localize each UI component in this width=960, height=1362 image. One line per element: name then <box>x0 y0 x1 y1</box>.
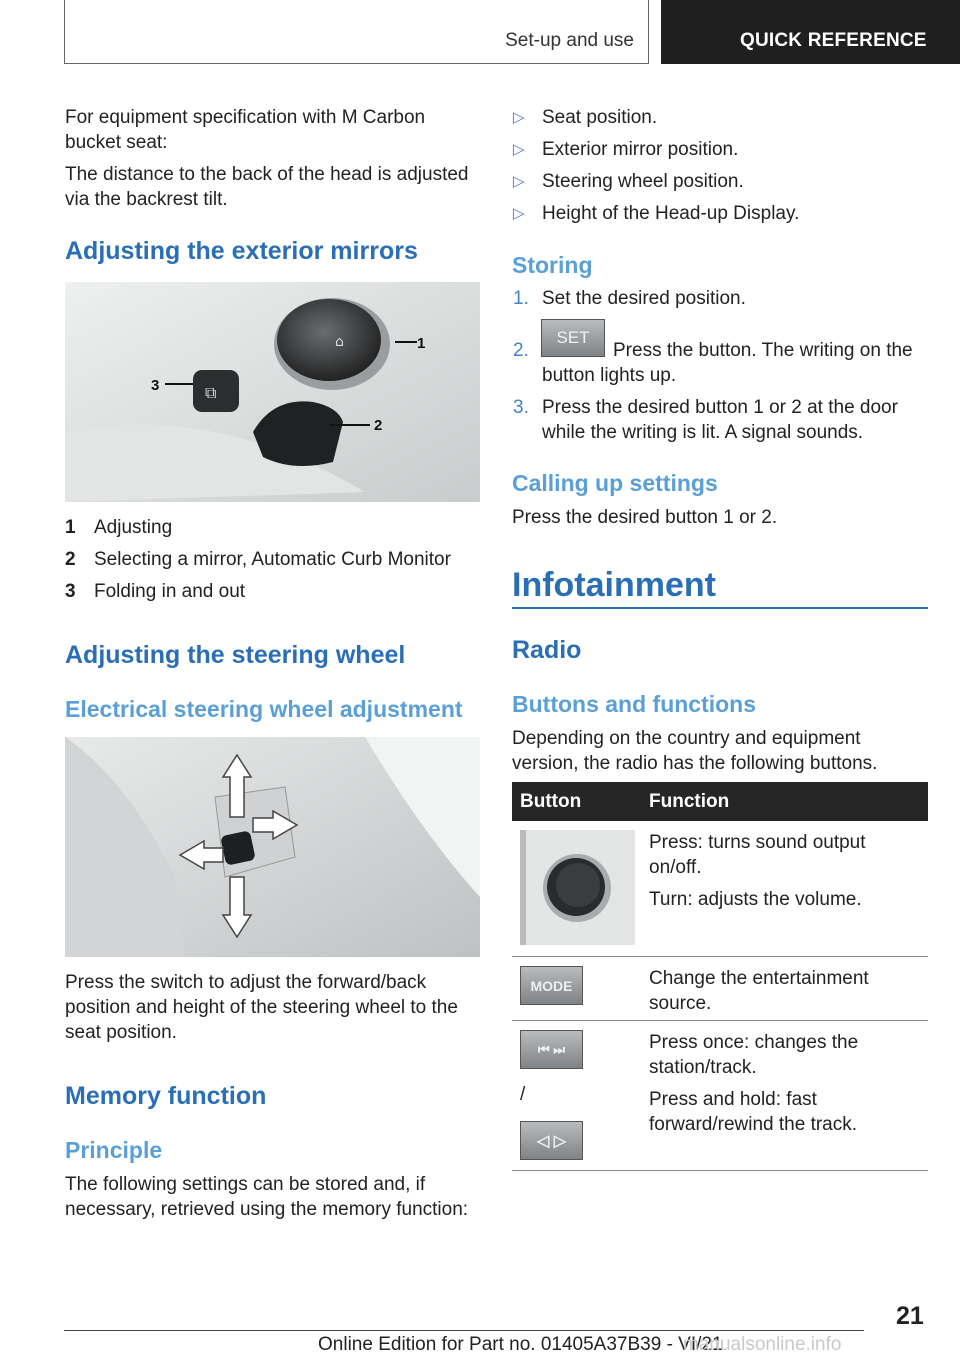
paragraph-calling: Press the desired button 1 or 2. <box>512 507 778 528</box>
table-row-divider <box>512 1020 928 1021</box>
heading-principle: Principle <box>65 1137 163 1163</box>
heading-storing: Storing <box>512 252 593 278</box>
mode-button-icon <box>520 966 583 1005</box>
footer-rule <box>64 1330 864 1331</box>
header-section-box <box>64 0 649 64</box>
heading-electrical-steering: Electrical steering wheel adjustment <box>65 696 463 722</box>
triangle-bullet-icon: ▷ <box>513 141 525 158</box>
legend-text: Folding in and out <box>94 581 246 602</box>
paragraph-principle: The following settings can be stored and, if necessary, retrieved using the memory function: <box>65 1174 469 1220</box>
heading-rule <box>512 607 928 609</box>
mirror-callout-1: 1 <box>417 335 426 352</box>
function-text: Turn: adjusts the volume. <box>649 889 862 910</box>
mode-button-label: MODE <box>530 977 573 994</box>
mirror-controls-image <box>65 282 480 502</box>
heading-exterior-mirrors: Adjusting the exterior mirrors <box>65 237 418 265</box>
triangle-bullet-icon: ▷ <box>513 109 525 126</box>
paragraph-backrest: The distance to the back of the head is adjusted via the backrest tilt. <box>65 164 469 210</box>
svg-text:⌂: ⌂ <box>335 334 344 350</box>
mirror-callout-3: 3 <box>151 377 160 394</box>
steering-switch-image <box>65 737 480 957</box>
arrow-buttons-icon <box>520 1121 583 1160</box>
volume-knob-icon <box>520 830 635 945</box>
table-header <box>512 782 928 821</box>
step-text: Set the desired position. <box>542 288 746 309</box>
skip-track-buttons-icon <box>520 1030 583 1069</box>
legend-number: 3 <box>65 581 76 602</box>
legend-text: Selecting a mirror, Automatic Curb Monitor <box>94 549 451 570</box>
legend-text: Adjusting <box>94 517 173 538</box>
header-section-title: Set-up and use <box>505 30 634 51</box>
footer-watermark: manualsonline.info <box>683 1334 842 1355</box>
skip-icons: ⏮ ⏭ <box>537 1041 565 1057</box>
triangle-bullet-icon: ▷ <box>513 173 525 190</box>
step-number: 2. <box>513 340 529 361</box>
legend-number: 2 <box>65 549 76 570</box>
step-text: Press the button. The writing on the button lights up. <box>542 340 913 386</box>
page-number: 21 <box>896 1302 924 1330</box>
triangle-bullet-icon: ▷ <box>513 205 525 222</box>
paragraph-steering-switch: Press the switch to adjust the forward/back position and height of the steering wheel to the seat position. <box>65 972 458 1043</box>
list-item-text: Steering wheel position. <box>542 171 744 192</box>
paragraph-buttons: Depending on the country and equipment version, the radio has the following buttons. <box>512 728 878 774</box>
header-chapter-box <box>661 0 960 64</box>
svg-text:⧉: ⧉ <box>205 383 217 402</box>
table-row-divider <box>512 1170 928 1171</box>
table-header-function: Function <box>649 791 730 812</box>
footer-edition: Online Edition for Part no. 01405A37B39 - VI/21 <box>318 1334 723 1355</box>
table-row-divider <box>512 956 928 957</box>
button-separator: / <box>520 1084 526 1105</box>
legend-number: 1 <box>65 517 76 538</box>
function-text: Press: turns sound output on/off. <box>649 832 866 878</box>
heading-memory-function: Memory function <box>65 1082 267 1110</box>
function-text: Change the entertainment source. <box>649 968 869 1014</box>
function-text: Press and hold: fast forward/rewind the track. <box>649 1089 858 1135</box>
heading-radio: Radio <box>512 636 582 664</box>
arrow-icons: ◁ ▷ <box>536 1132 567 1150</box>
step-text: Press the desired button 1 or 2 at the door while the writing is lit. A signal sounds. <box>542 397 898 443</box>
step-number: 1. <box>513 288 529 309</box>
list-item-text: Height of the Head-up Display. <box>542 203 800 224</box>
table-header-button: Button <box>520 791 582 812</box>
mirror-callout-2: 2 <box>374 417 383 434</box>
list-item-text: Seat position. <box>542 107 658 128</box>
header-chapter-title: QUICK REFERENCE <box>740 30 927 51</box>
list-item-text: Exterior mirror position. <box>542 139 739 160</box>
paragraph-carbon-seat: For equipment specification with M Carbon bucket seat: <box>65 107 426 153</box>
set-button-label: SET <box>556 328 590 347</box>
step-number: 3. <box>513 397 529 418</box>
heading-buttons-functions: Buttons and functions <box>512 691 757 717</box>
function-text: Press once: changes the station/track. <box>649 1032 859 1078</box>
heading-infotainment: Infotainment <box>512 566 716 604</box>
heading-steering-wheel: Adjusting the steering wheel <box>65 641 406 669</box>
heading-calling-settings: Calling up settings <box>512 470 718 496</box>
